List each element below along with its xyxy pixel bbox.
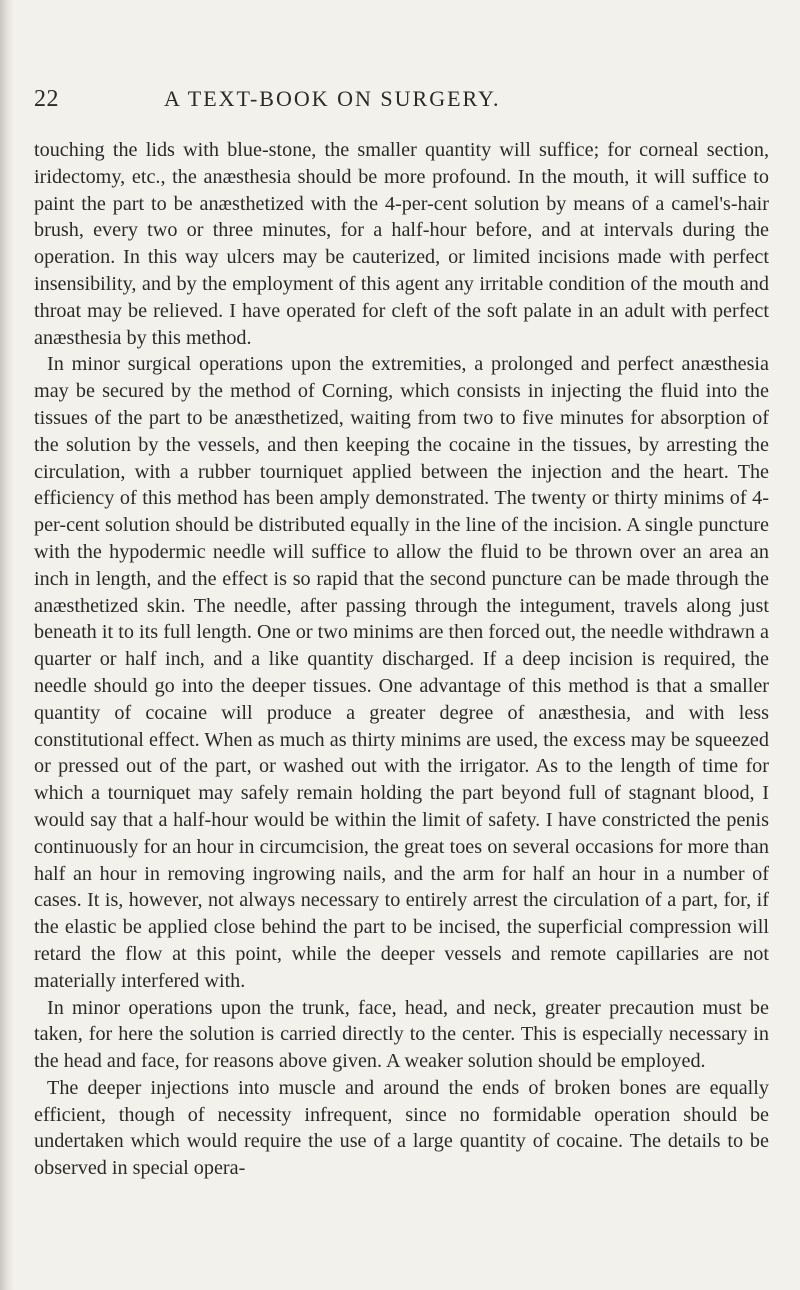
paragraph-trunk: In minor operations upon the trunk, face, head, and neck, greater precaution must be taken, for here the solution is carried directly to the center. This is especially necessary in the head and face, for reasons above given. A weaker solution should be employed. [34, 996, 769, 1073]
running-title: A TEXT-BOOK ON SURGERY. [164, 86, 501, 111]
book-page [34, 86, 769, 1182]
page-number: 22 [34, 86, 59, 112]
binding-shadow [0, 0, 14, 1290]
running-head [34, 86, 769, 120]
paragraph-continued: touching the lids with blue-stone, the smaller quantity will suffice; for corneal section, iridectomy, etc., the anæsthesia should be more profound. In the mouth, it will suffice to paint the part to be anæsthetized with the 4-per-cent solution by means of a camel's-hair brush, every two or three minutes, for a half-hour before, and at intervals during the operation. In this way ulcers may be cauterized, or limited incisions made with perfect insensibility, and by the employment of this agent any irritable condition of the mouth and throat may be relieved. I have operated for cleft of the soft palate in an adult with perfect anæsthesia by this method. [34, 139, 769, 349]
paragraph-extremities: In minor surgical operations upon the extremities, a prolonged and perfect anæsthesia may be secured by the method of Corning, which consists in injecting the fluid into the tissues of the part to be anæsthetized, waiting from two to five minutes for absorption of the solution by the vessels, and then keeping the cocaine in the tissues, by arresting the circulation, with a rubber tourniquet applied between the injection and the heart. The efficiency of this method has been amply demonstrated. The twenty or thirty minims of 4-per-cent solution should be distributed equally in the line of the incision. A single puncture with the hypodermic needle will suffice to allow the fluid to be thrown over an area an inch in length, and the effect is so rapid that the second puncture can be made through the anæsthetized skin. The needle, after passing through the integument, travels along just beneath it to its full length. One or two minims are then forced out, the needle withdrawn a quarter or half inch, and a like quantity discharged. If a deep incision is required, the needle should go into the deeper tissues. One advantage of this method is that a smaller quantity of cocaine will produce a greater degree of anæsthesia, and with less constitutional effect. When as much as thirty minims are used, the excess may be squeezed or pressed out of the part, or washed out with the irrigator. As to the length of time for which a tourniquet may safely remain holding the part beyond full of stagnant blood, I would say that a half-hour would be within the limit of safety. I have constricted the penis continuously for an hour in circumcision, the great toes on several occasions for more than half an hour in removing ingrowing nails, and the arm for half an hour in a number of cases. It is, however, not always necessary to entirely arrest the circulation of a part, for, if the elastic be applied close behind the part to be incised, the superficial compression will retard the flow at this point, while the deeper vessels and remote capillaries are not materially interfered with. [34, 353, 769, 992]
body-text [34, 137, 769, 1182]
paragraph-deeper-injections: The deeper injections into muscle and around the ends of broken bones are equally efficient, though of necessity infrequent, since no formidable operation should be undertaken which would require the use of a large quantity of cocaine. The details to be observed in special opera- [34, 1076, 769, 1180]
